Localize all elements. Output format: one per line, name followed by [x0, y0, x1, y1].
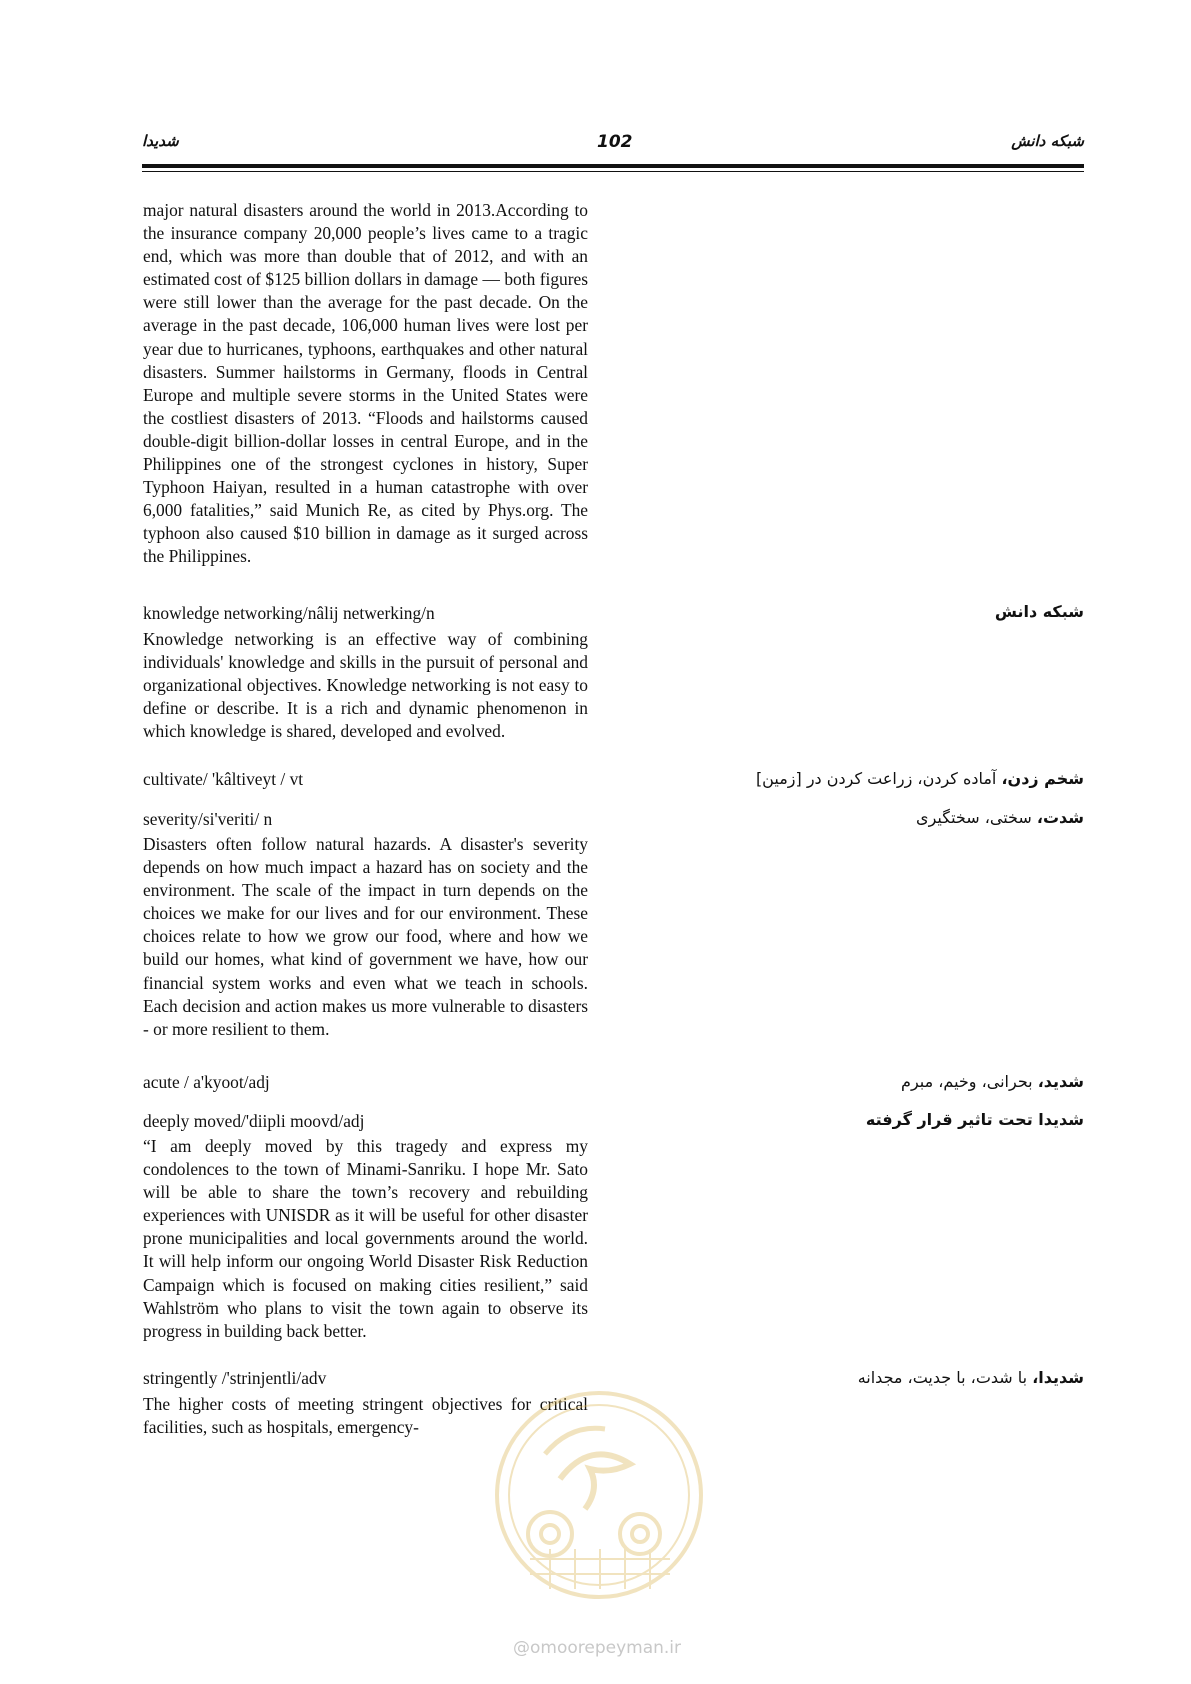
entry-headword: deeply moved/'diipli moovd/adj	[143, 1111, 365, 1131]
entry-headword: severity/si'veriti/ n	[143, 809, 273, 829]
entry-definition: Knowledge networking is an effective way of combining individuals' knowledge and skills in the pursuit of personal and organizational objectives. Knowledge networking is not easy to define or describe. It is a rich and dynamic phenomenon in which knowledge is shared, developed and evolved.	[143, 629, 588, 742]
header-entry-range-end: شدیدا	[142, 132, 179, 150]
entry-persian-gloss: آماده کردن، زراعت کردن در [زمین]	[755, 769, 1002, 788]
entry-headword: cultivate/ 'kâltiveyt / vt	[143, 769, 304, 789]
entry-persian-term: شدت،	[1036, 808, 1084, 827]
passage-intro: major natural disasters around the world in 2013.According to the insurance company 20,000 people’s lives came to a tragic end, which was more than double that of 2012, and with an estimated cost of $125 billion dollars in damage — both figures were still lower than the average for the past decade. On the average in the past decade, 106,000 human lives were lost per year due to hurricanes, typhoons, earthquakes and other natural disasters. Summer hailstorms in Germany, floods in Central Europe and multiple severe storms in the United States were the costliest disasters of 2013. “Floods and hailstorms caused double-digit billion-dollar losses in central Europe, and in the Philippines one of the strongest cyclones in history, Super Typhoon Haiyan, resulted in a human catastrophe with over 6,000 fatalities,” said Munich Re, as cited by Phys.org. The typhoon also caused $10 billion in damage as it surged across the Philippines.	[143, 200, 588, 567]
entry-persian-term: شدیدا،	[1032, 1368, 1084, 1387]
entry-headword: acute / a'kyoot/adj	[143, 1072, 270, 1092]
entry-persian	[624, 767, 1084, 791]
entry-definition: “I am deeply moved by this tragedy and express my condolences to the town of Minami-Sanriku. I hope Mr. Sato will be able to share the town’s recovery and rebuilding experiences with UNISDR as it will be useful for other disaster prone municipalities and local governments around the world. It will help inform our ongoing World Disaster Risk Reduction Campaign which is focused on making cities resilient,” said Wahlström who plans to visit the town again to observe its progress in building back better.	[143, 1136, 588, 1341]
entry-persian-term: شخم زدن،	[1001, 769, 1084, 788]
entry-persian-gloss: بحرانی، وخیم، مبرم	[901, 1072, 1038, 1091]
entry-persian	[624, 600, 1084, 624]
watermark-site-text: @omoorepeyman.ir	[512, 1638, 682, 1658]
entry-persian	[624, 1070, 1084, 1094]
header-entry-range-start: شبکه دانش	[1011, 132, 1084, 150]
entry-persian-term: شدیدا تحت تاثیر قرار گرفته	[865, 1110, 1084, 1129]
entry-persian-gloss: با شدت، با جدیت، مجدانه	[857, 1368, 1033, 1387]
entry-definition: Disasters often follow natural hazards. A disaster's severity depends on how much impact a hazard has on society and the environment. The scale of the impact in turn depends on the choices we make for our lives and for our environment. These choices relate to how we grow our food, where and how we build our homes, what kind of government we have, how our financial system works and even what we teach in schools. Each decision and action makes us more vulnerable to disasters - or more resilient to them.	[143, 834, 588, 1039]
entry-persian-term: شبکه دانش	[994, 602, 1084, 621]
header-rule-thick	[142, 164, 1084, 168]
page-number: 102	[597, 132, 633, 152]
entry-headword: knowledge networking/nâlij netwerking/n	[143, 603, 435, 623]
entry-persian	[624, 806, 1084, 830]
entry-headword: stringently /'strinjentli/adv	[143, 1368, 327, 1388]
entry-definition: The higher costs of meeting stringent objectives for critical facilities, such as hospitals, emergency-	[143, 1394, 588, 1438]
entry-persian	[624, 1108, 1084, 1132]
entry-persian-gloss: سختی، سختگیری	[916, 808, 1037, 827]
entry-persian-term: شدید،	[1037, 1072, 1084, 1091]
watermark-seal-icon	[490, 1384, 708, 1606]
header-rule-thin	[142, 171, 1084, 172]
